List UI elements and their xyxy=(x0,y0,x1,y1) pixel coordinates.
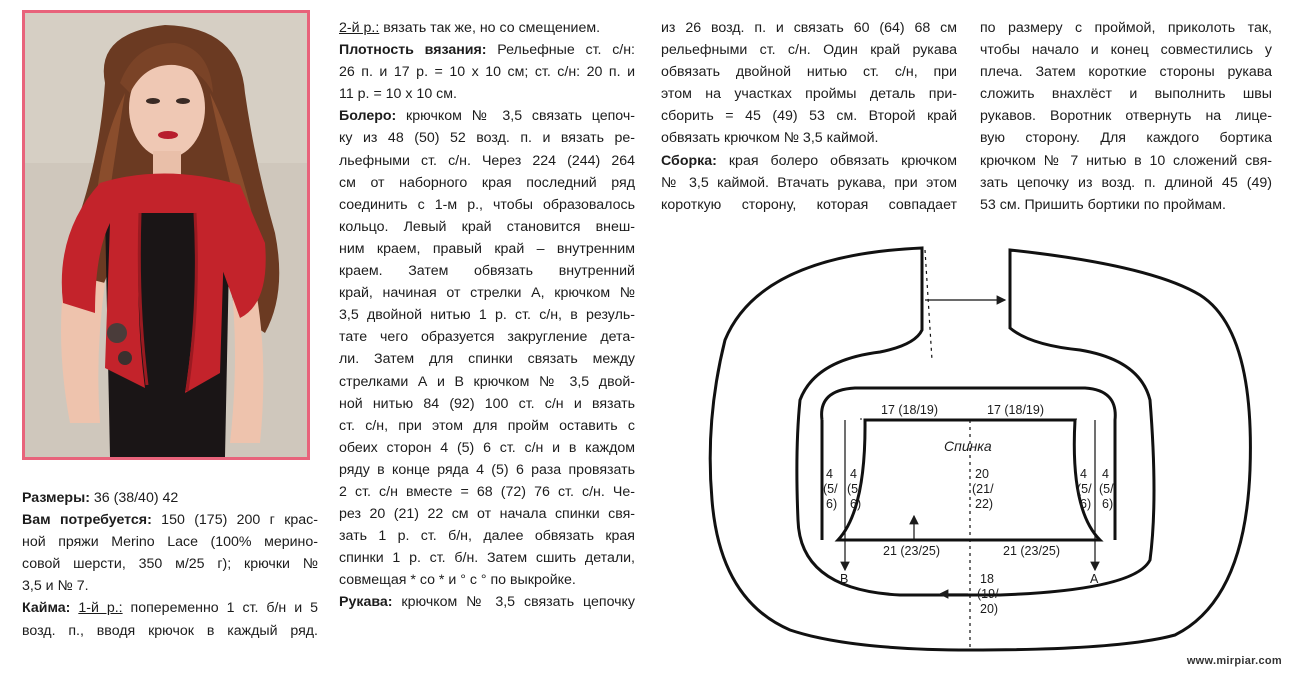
side-left-outer-3: 6) xyxy=(826,497,838,511)
arrow-a-label: A xyxy=(1090,572,1099,586)
assembly-cont-line: вую сторону. Для каждого бортика xyxy=(980,130,1272,147)
assembly-cont-line: рукавов. Воротник отвернуть на лице- xyxy=(980,108,1272,125)
center-dashed-line xyxy=(925,250,932,360)
materials-line-1: Вам потребуется: 150 (175) 200 г крас- xyxy=(22,512,318,529)
sleeves-line-1: Рукава: крючком № 3,5 связать цепочку xyxy=(339,594,635,611)
sleeves-text-line: рельефными ст. с/н. Один край рукава xyxy=(661,42,957,59)
model-photo xyxy=(22,10,310,460)
row2-line: 2-й р.: вязать так же, но со смещением. xyxy=(339,20,601,36)
height-measure-3: 22) xyxy=(975,497,994,511)
height-measure-2: (21/ xyxy=(972,482,994,496)
bottom-right-measure: 21 (23/25) xyxy=(1003,544,1060,558)
bolero-text-line: тате чего образуется закругление дета- xyxy=(339,329,635,346)
side-left-inner-3: 6) xyxy=(850,497,862,511)
ring-measure-2: (19/ xyxy=(977,587,999,601)
armhole-outline xyxy=(822,388,1116,540)
bolero-text-line: спинки 1 р. ст. б/н. Затем сшить детали, xyxy=(339,550,635,567)
bolero-text-line: соединить с 1-м р., чтобы образовалось xyxy=(339,196,635,213)
density-line-1: Плотность вязания: Рельефные ст. с/н: xyxy=(339,42,636,59)
bolero-text-line: обеих сторон 4 (5) 6 ст. с/н и в каждом xyxy=(339,439,635,456)
kaima-line-1: Кайма: 1-й р.: попеременно 1 ст. б/н и 5 xyxy=(22,600,318,617)
bolero-text-line: льефными ст. с/н. Через 224 (244) 264 xyxy=(339,152,635,169)
density-line-3: 11 р. = 10 х 10 см. xyxy=(339,86,457,103)
bolero-text-line: кольцо. Левый край становится внеш- xyxy=(339,218,635,235)
assembly-cont-line: сложить внахлёст и выполнить швы xyxy=(980,86,1272,103)
side-right-inner-3: 6) xyxy=(1080,497,1092,511)
bolero-text-line: ним краем, правый край – внутренним xyxy=(339,240,635,257)
bolero-text-line: стрелками А и В крючком № 3,5 двой- xyxy=(339,373,635,390)
kaima-line-2: возд. п., вводя крючок в каждый ряд. xyxy=(22,622,318,639)
side-right-outer-2: (5/ xyxy=(1099,482,1114,496)
side-right-outer-1: 4 xyxy=(1102,467,1109,481)
bolero-text-line: рез 20 (21) 22 см от начала спинки свя- xyxy=(339,506,635,523)
bolero-text-line: ряду в конце ряда 4 (5) 6 раза провязать xyxy=(339,461,635,478)
side-right-inner-1: 4 xyxy=(1080,467,1087,481)
bolero-text-line: 2 ст. с/н вместе = 68 (72) 76 ст. с/н. Че- xyxy=(339,483,635,500)
assembly-text-line: № 3,5 каймой. Втачать рукава, при этом xyxy=(661,174,957,191)
density-line-2: 26 п. и 17 р. = 10 х 10 см; ст. с/н: 20 п. и xyxy=(339,64,635,81)
side-left-inner-2: (5/ xyxy=(847,482,862,496)
bolero-text-line: см от наборного края последний ряд xyxy=(339,174,635,191)
bolero-text-line: совмещая * со * и ° с ° по выкройке. xyxy=(339,572,576,589)
assembly-text-line: короткую сторону, которая совпадает xyxy=(661,196,957,213)
assembly-cont-line: плеча. Затем короткие стороны рукава xyxy=(980,64,1272,81)
sleeves-text-line: этом на участках проймы деталь при- xyxy=(661,86,957,103)
bolero-line-1: Болеро: крючком № 3,5 связать цепоч- xyxy=(339,108,635,125)
assembly-cont-line: 53 см. Пришить бортики по проймам. xyxy=(980,196,1226,213)
sleeves-text-line: из 26 возд. п. и связать 60 (64) 68 см xyxy=(661,20,957,36)
assembly-cont-line: чтобы начало и конец совместились у xyxy=(980,42,1272,59)
bolero-model-illustration xyxy=(25,13,307,457)
sleeves-text-line: обвязать крючком № 3,5 каймой. xyxy=(661,130,879,147)
assembly-cont-line: крючком № 7 нитью в 10 сложений свя- xyxy=(980,152,1272,169)
sizes-line: Размеры: 36 (38/40) 42 xyxy=(22,490,179,506)
materials-line-2: ной пряжи Merino Lace (100% мерино- xyxy=(22,534,318,551)
back-label: Спинка xyxy=(944,438,992,454)
assembly-line-1: Сборка: края болеро обвязать крючком xyxy=(661,152,957,169)
materials-line-4: 3,5 и № 7. xyxy=(22,578,89,595)
side-left-inner-1: 4 xyxy=(850,467,857,481)
column-sleeves-assembly xyxy=(661,17,957,216)
side-left-outer-2: (5/ xyxy=(823,482,838,496)
materials-line-3: совой шерсти, 350 м/25 г); крючки № xyxy=(22,556,318,573)
pattern-diagram xyxy=(700,240,1280,660)
assembly-cont-line: зать цепочку из возд. п. длиной 45 (49) xyxy=(980,174,1272,191)
ring-measure-3: 20) xyxy=(980,602,999,616)
side-right-outer-3: 6) xyxy=(1102,497,1114,511)
sleeves-text-line: сборить = 45 (49) 53 см. Второй край xyxy=(661,108,957,125)
top-right-measure: 17 (18/19) xyxy=(987,403,1044,417)
bolero-text-line: 3,5 двойной нитью 1 р. ст. с/н, в резуль- xyxy=(339,307,635,324)
column-assembly-continued xyxy=(980,17,1272,216)
bolero-text-line: ли. Затем для спинки связать между xyxy=(339,351,635,368)
top-left-measure: 17 (18/19) xyxy=(881,403,938,417)
watermark: www.mirpiar.com xyxy=(1186,655,1282,667)
bolero-text-line: ку из 48 (50) 52 возд. п. и вязать ре- xyxy=(339,130,635,147)
height-measure-1: 20 xyxy=(975,467,989,481)
assembly-cont-line: по размеру с проймой, приколоть так, xyxy=(980,20,1272,36)
column-sizes-materials xyxy=(22,487,318,642)
bolero-text-line: зать 1 р. ст. б/н, далее обвязать края xyxy=(339,528,635,545)
side-right-inner-2: (5/ xyxy=(1077,482,1092,496)
column-bolero-instructions xyxy=(339,17,635,614)
bolero-text-line: краем. Затем обвязать внутренний xyxy=(339,263,635,280)
side-left-outer-1: 4 xyxy=(826,467,833,481)
bottom-left-measure: 21 (23/25) xyxy=(883,544,940,558)
sleeves-text-line: обвязать двойной нитью ст. с/н, при xyxy=(661,64,957,81)
ring-measure-1: 18 xyxy=(980,572,994,586)
arrow-b-label: B xyxy=(840,572,849,586)
bolero-text-line: ной нитью 84 (92) 100 ст. с/н и вязать xyxy=(339,395,635,412)
bolero-text-line: ст. с/н, при этом для пройм оставить с xyxy=(339,417,635,434)
bolero-text-line: край, начиная от стрелки А, крючком № xyxy=(339,285,635,302)
